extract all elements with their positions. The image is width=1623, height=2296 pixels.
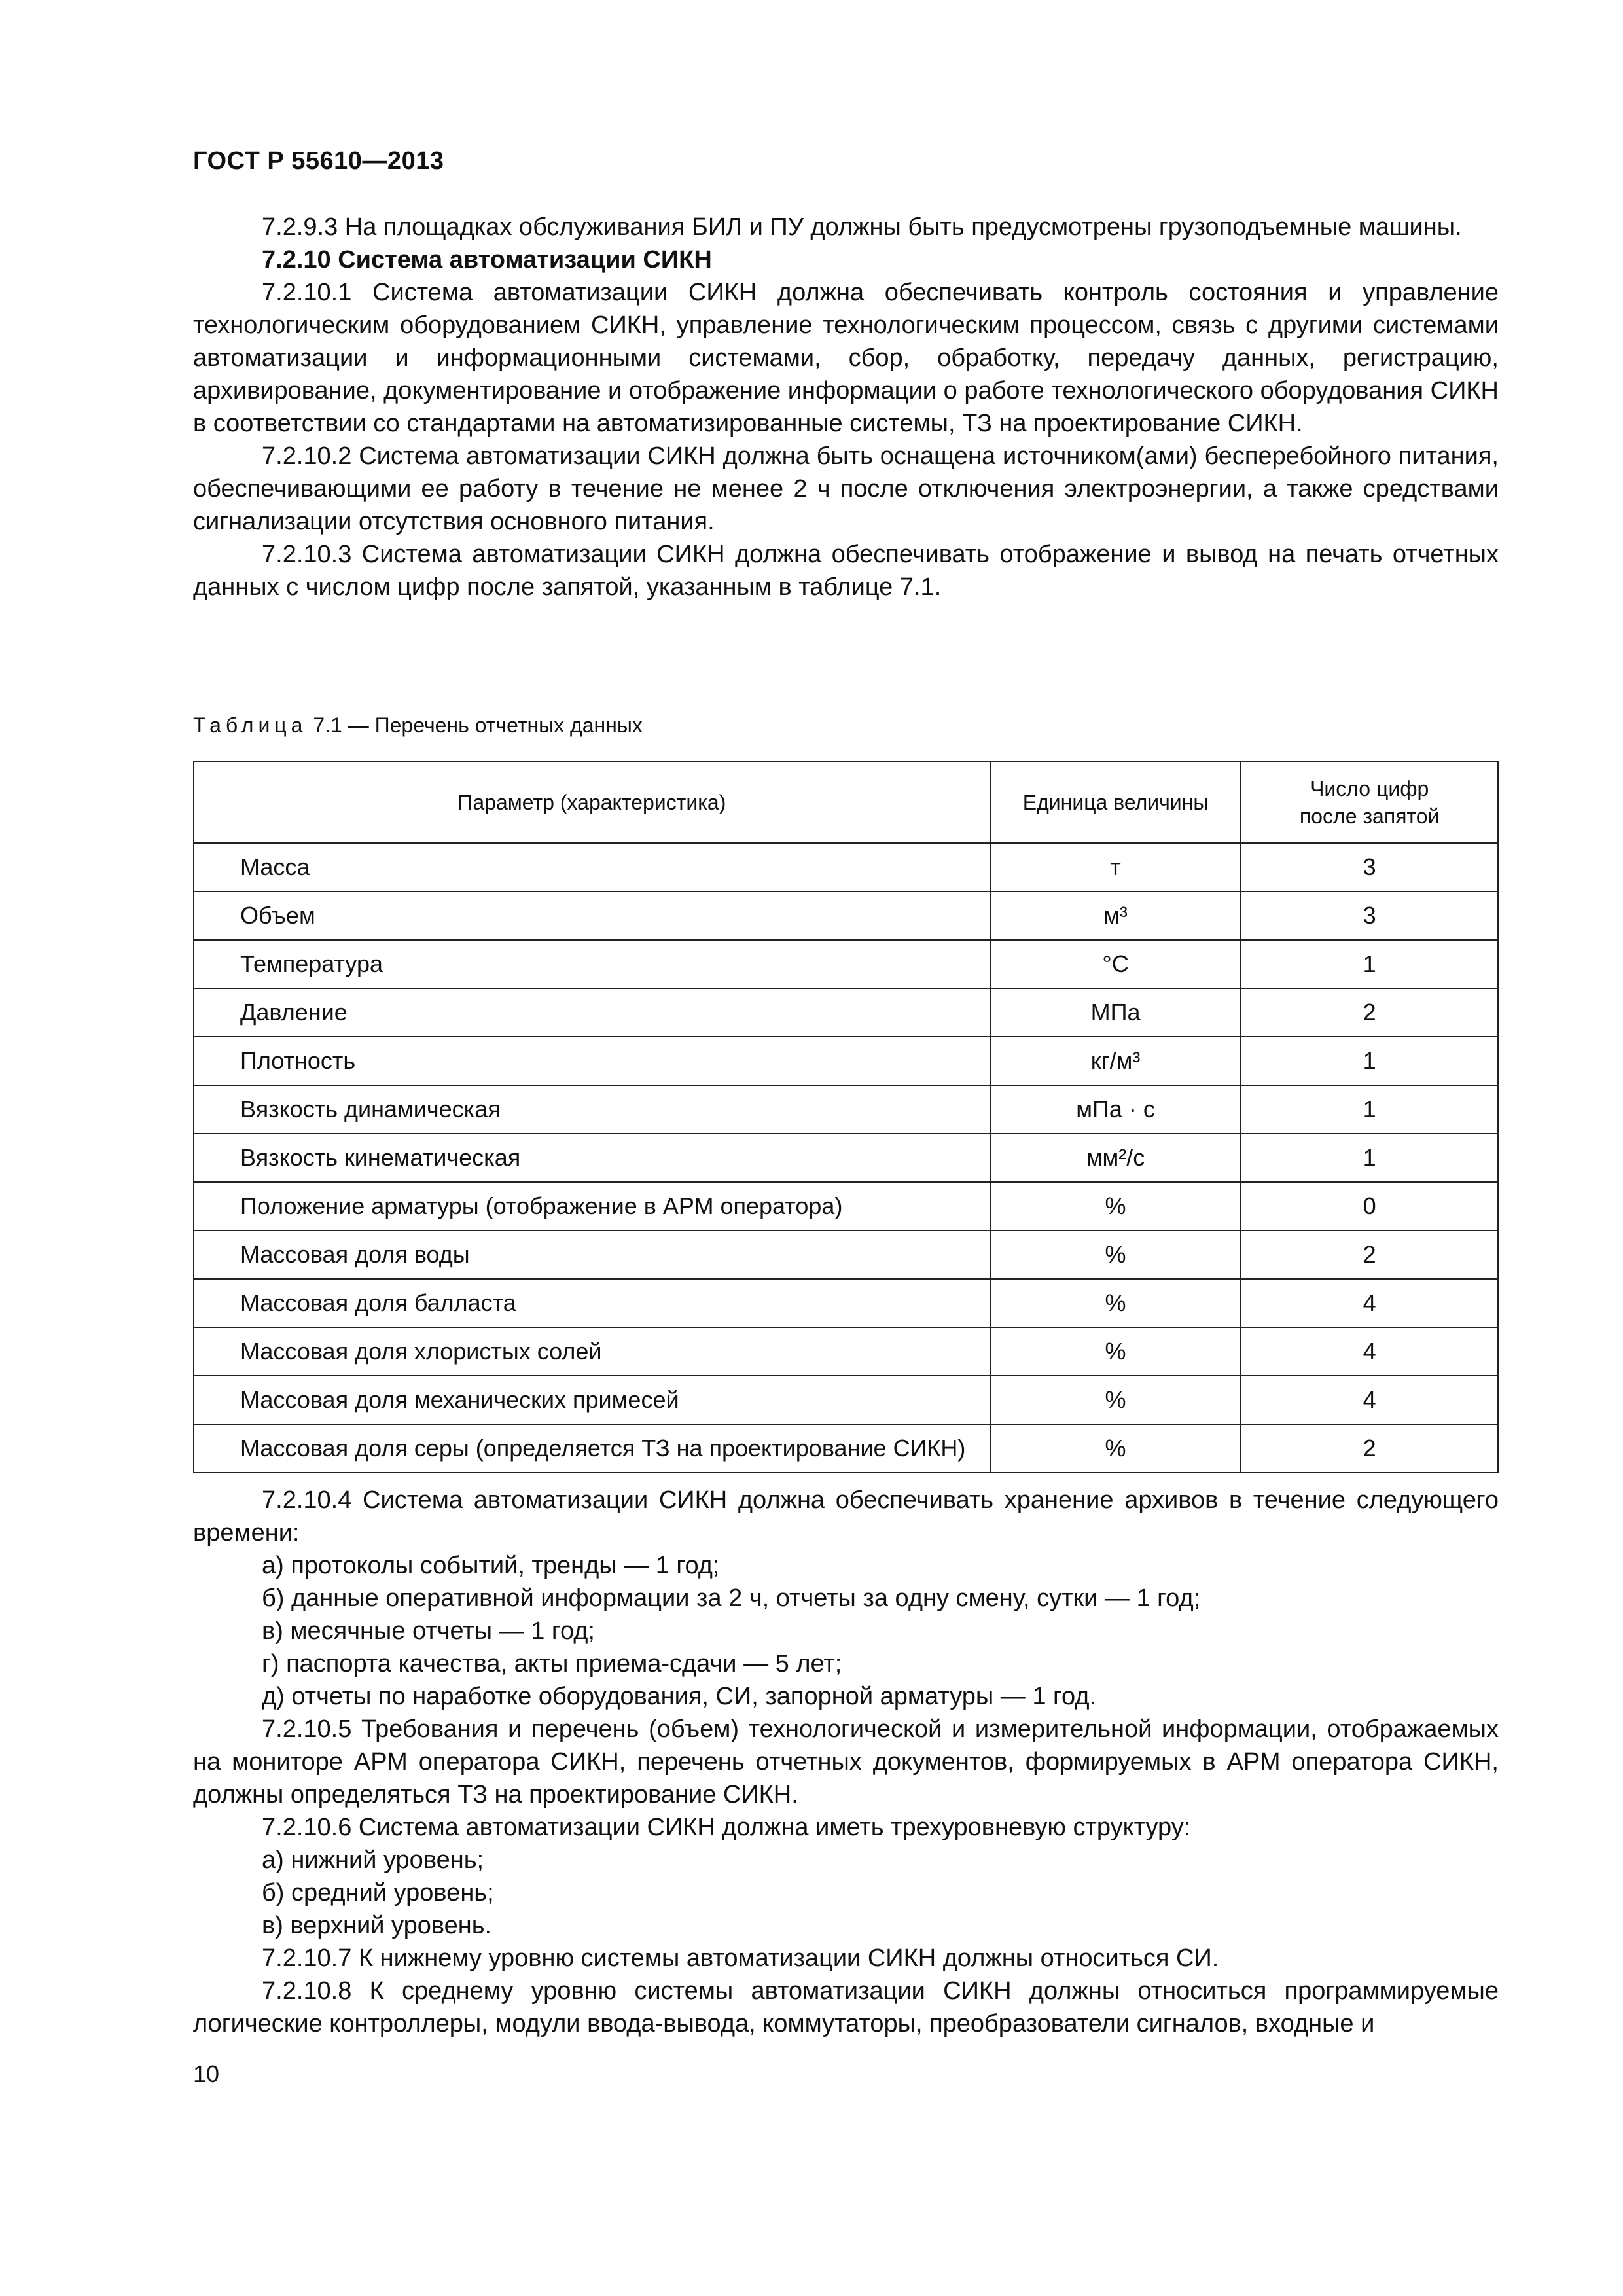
cell-unit: МПа — [990, 988, 1241, 1037]
paragraph-7-2-10-8: 7.2.10.8 К среднему уровню системы автоматизации СИКН должны относиться программируемые логические контроллеры, модули ввода-вывода, коммутаторы, преобразователи сигналов, входные и — [193, 1977, 1499, 2037]
table-row — [194, 940, 1498, 988]
cell-digits: 4 — [1241, 1279, 1498, 1327]
table-header-row — [194, 762, 1498, 843]
cell-digits: 1 — [1241, 1085, 1498, 1134]
table-row — [194, 891, 1498, 940]
cell-param: Массовая доля воды — [194, 1230, 990, 1279]
table-row — [194, 1279, 1498, 1327]
cell-param: Объем — [194, 891, 990, 940]
top-text-block — [193, 211, 1499, 603]
cell-digits: 1 — [1241, 1037, 1498, 1085]
cell-unit: м³ — [990, 891, 1241, 940]
header-unit: Единица величины — [990, 762, 1241, 843]
table-row — [194, 1327, 1498, 1376]
table-row — [194, 1424, 1498, 1473]
report-data-table — [193, 761, 1499, 1473]
paragraph-7-2-10-6: 7.2.10.6 Система автоматизации СИКН должна иметь трехуровневую структуру: — [262, 1814, 1191, 1841]
bottom-text-block — [193, 1484, 1499, 2040]
list-item: а) протоколы событий, тренды — 1 год; — [262, 1552, 720, 1579]
paragraph-7-2-10-1: 7.2.10.1 Система автоматизации СИКН должна обеспечивать контроль состояния и управление технологическим оборудованием СИКН, управление технологическим процессом, связь с другими системами автоматизации и информационными системами, сбор, обработку, передачу данных, регистрацию, архивирование, документирование и отображение информации о работе технологического оборудования СИКН в соответствии со стандартами на автоматизированные системы, ТЗ на проектирование СИКН. — [193, 279, 1499, 437]
table-caption-label: Таблица — [193, 713, 308, 737]
cell-digits: 1 — [1241, 1134, 1498, 1182]
table-row — [194, 1037, 1498, 1085]
list-item: а) нижний уровень; — [262, 1846, 484, 1874]
cell-unit: мм²/с — [990, 1134, 1241, 1182]
paragraph-7-2-10-4: 7.2.10.4 Система автоматизации СИКН должна обеспечивать хранение архивов в течение следующего времени: — [193, 1486, 1499, 1547]
cell-param: Температура — [194, 940, 990, 988]
cell-unit: % — [990, 1182, 1241, 1230]
cell-unit: % — [990, 1230, 1241, 1279]
list-item: б) средний уровень; — [262, 1879, 494, 1907]
cell-param: Вязкость динамическая — [194, 1085, 990, 1134]
cell-digits: 4 — [1241, 1376, 1498, 1424]
section-heading-7-2-10: 7.2.10 Система автоматизации СИКН — [262, 246, 712, 274]
table-caption-title: 7.1 — Перечень отчетных данных — [313, 713, 643, 737]
cell-digits: 4 — [1241, 1327, 1498, 1376]
cell-param: Положение арматуры (отображение в АРМ оператора) — [194, 1182, 990, 1230]
cell-unit: кг/м³ — [990, 1037, 1241, 1085]
cell-param: Давление — [194, 988, 990, 1037]
cell-param: Вязкость кинематическая — [194, 1134, 990, 1182]
table-row — [194, 1376, 1498, 1424]
cell-unit: % — [990, 1376, 1241, 1424]
cell-param: Массовая доля хлористых солей — [194, 1327, 990, 1376]
cell-param: Масса — [194, 843, 990, 891]
list-item: в) верхний уровень. — [262, 1912, 492, 1939]
table-row — [194, 988, 1498, 1037]
table-row — [194, 843, 1498, 891]
cell-digits: 2 — [1241, 1424, 1498, 1473]
table-row — [194, 1134, 1498, 1182]
list-item: в) месячные отчеты — 1 год; — [262, 1617, 595, 1645]
cell-param: Плотность — [194, 1037, 990, 1085]
cell-digits: 1 — [1241, 940, 1498, 988]
cell-digits: 2 — [1241, 988, 1498, 1037]
paragraph-7-2-10-2: 7.2.10.2 Система автоматизации СИКН должна быть оснащена источником(ами) бесперебойного питания, обеспечивающими ее работу в течение не менее 2 ч после отключения электроэнергии, а также средствами сигнализации отсутствия основного питания. — [193, 442, 1499, 535]
paragraph-7-2-9-3: 7.2.9.3 На площадках обслуживания БИЛ и ПУ должны быть предусмотрены грузоподъемные машины. — [262, 213, 1462, 241]
cell-unit: т — [990, 843, 1241, 891]
cell-digits: 2 — [1241, 1230, 1498, 1279]
header-param: Параметр (характеристика) — [194, 762, 990, 843]
paragraph-7-2-10-5: 7.2.10.5 Требования и перечень (объем) технологической и измерительной информации, отображаемых на мониторе АРМ оператора СИКН, перечень отчетных документов, формируемых в АРМ оператора СИКН, должны определяться ТЗ на проектирование СИКН. — [193, 1715, 1499, 1808]
page-number: 10 — [193, 2060, 220, 2087]
header-digits-line1: Число цифр — [1310, 777, 1429, 800]
table-row — [194, 1182, 1498, 1230]
paragraph-7-2-10-7: 7.2.10.7 К нижнему уровню системы автоматизации СИКН должны относиться СИ. — [262, 1945, 1219, 1972]
table-caption — [193, 713, 643, 738]
list-item: б) данные оперативной информации за 2 ч, отчеты за одну смену, сутки — 1 год; — [262, 1585, 1201, 1612]
cell-digits: 0 — [1241, 1182, 1498, 1230]
cell-digits: 3 — [1241, 843, 1498, 891]
document-header: ГОСТ Р 55610—2013 — [193, 147, 444, 175]
list-item: д) отчеты по наработке оборудования, СИ, запорной арматуры — 1 год. — [262, 1683, 1097, 1710]
cell-param: Массовая доля балласта — [194, 1279, 990, 1327]
table-row — [194, 1085, 1498, 1134]
cell-param: Массовая доля серы (определяется ТЗ на проектирование СИКН) — [194, 1424, 990, 1473]
list-item: г) паспорта качества, акты приема-сдачи — 5 лет; — [262, 1650, 842, 1677]
cell-digits: 3 — [1241, 891, 1498, 940]
cell-param: Массовая доля механических примесей — [194, 1376, 990, 1424]
cell-unit: % — [990, 1424, 1241, 1473]
cell-unit: % — [990, 1327, 1241, 1376]
cell-unit: °С — [990, 940, 1241, 988]
paragraph-7-2-10-3: 7.2.10.3 Система автоматизации СИКН должна обеспечивать отображение и вывод на печать отчетных данных с числом цифр после запятой, указанным в таблице 7.1. — [193, 541, 1499, 601]
cell-unit: мПа · с — [990, 1085, 1241, 1134]
table-row — [194, 1230, 1498, 1279]
cell-unit: % — [990, 1279, 1241, 1327]
header-digits — [1241, 762, 1498, 843]
header-digits-line2: после запятой — [1299, 804, 1440, 828]
